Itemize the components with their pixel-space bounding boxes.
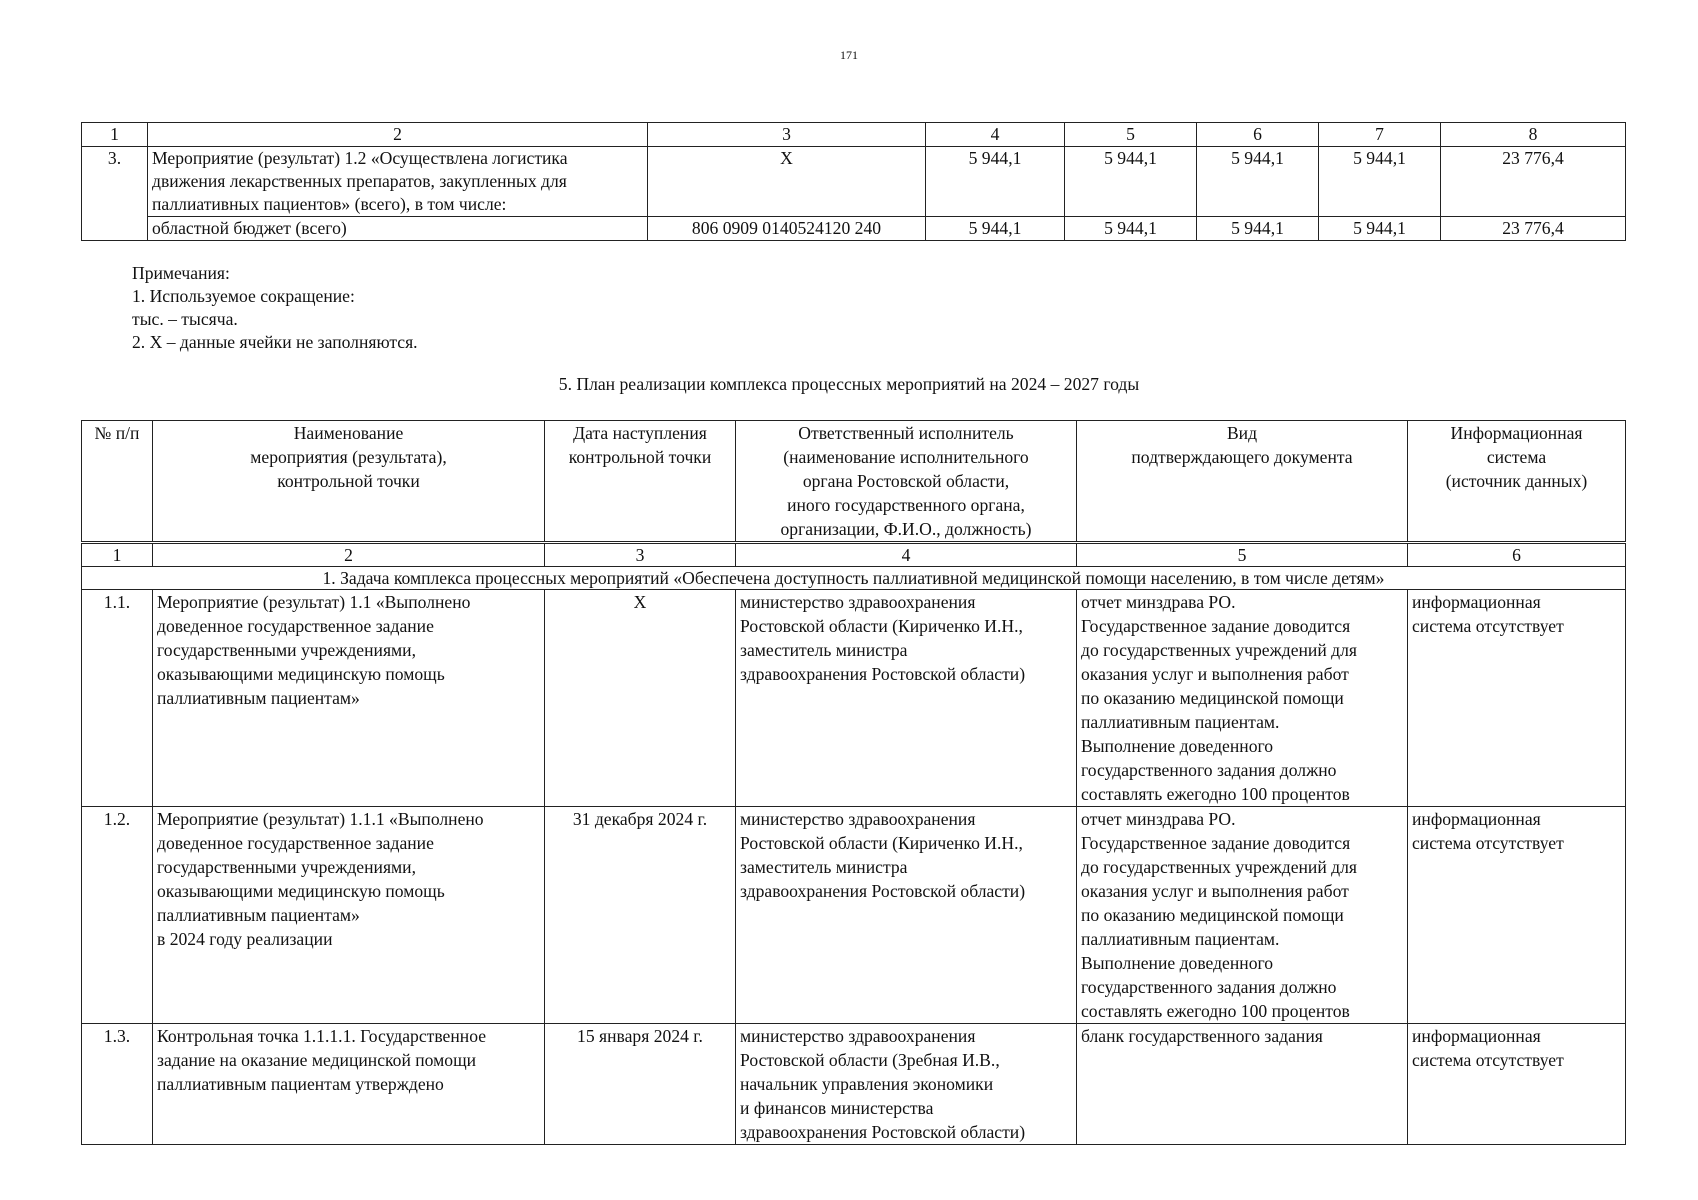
value-2027: 5 944,1 (1319, 217, 1441, 241)
info-system: информационная система отсутствует (1408, 1024, 1626, 1145)
funding-table (81, 122, 1626, 241)
executor: министерство здравоохранения Ростовской области (Кириченко И.Н., заместитель министра здравоохранения Ростовской области) (736, 590, 1077, 807)
confirming-document: отчет минздрава РО. Государственное задание доводится до государственных учреждений для оказания услуг и выполнения работ по оказанию медицинской помощи паллиативным пациентам. Выполнение доведенного государственного задания должно составлять ежегодно 100 процентов (1077, 807, 1408, 1024)
info-system: информационная система отсутствует (1408, 590, 1626, 807)
col-num-cell: 2 (153, 543, 545, 567)
notes-line: 2. X – данные ячейки не заполняются. (132, 332, 418, 352)
control-date: X (545, 590, 736, 807)
page-number: 171 (840, 48, 858, 62)
measure-name: Мероприятие (результат) 1.1.1 «Выполнено доведенное государственное задание государственными учреждениями, оказывающими медицинскую помощь паллиативным пациентам» в 2024 году реализации (153, 807, 545, 1024)
control-date: 31 декабря 2024 г. (545, 807, 736, 1024)
col-num-cell: 2 (148, 123, 648, 147)
col-num-cell: 5 (1077, 543, 1408, 567)
value-total: 23 776,4 (1441, 217, 1626, 241)
header-cell: Наименование мероприятия (результата), контрольной точки (153, 421, 545, 543)
value-2024: 5 944,1 (926, 217, 1065, 241)
value-2025: 5 944,1 (1065, 217, 1197, 241)
col-num-cell: 6 (1197, 123, 1319, 147)
value-2027: 5 944,1 (1319, 147, 1441, 217)
measure-name: областной бюджет (всего) (148, 217, 648, 241)
col-num-cell: 3 (648, 123, 926, 147)
header-cell: Вид подтверждающего документа (1077, 421, 1408, 543)
header-cell: Ответственный исполнитель (наименование исполнительного органа Ростовской области, иного государственного органа, организации, Ф.И.О., должность) (736, 421, 1077, 543)
notes (132, 262, 418, 354)
col-num-cell: 6 (1408, 543, 1626, 567)
header-cell: Дата наступления контрольной точки (545, 421, 736, 543)
value-total: 23 776,4 (1441, 147, 1626, 217)
executor: министерство здравоохранения Ростовской области (Кириченко И.Н., заместитель министра здравоохранения Ростовской области) (736, 807, 1077, 1024)
plan-table (81, 420, 1626, 1145)
measure-name: Мероприятие (результат) 1.1 «Выполнено доведенное государственное задание государственными учреждениями, оказывающими медицинскую помощь паллиативным пациентам» (153, 590, 545, 807)
col-num-cell: 4 (926, 123, 1065, 147)
task-title: 1. Задача комплекса процессных мероприятий «Обеспечена доступность паллиативной медицинской помощи населению, в том числе детям» (82, 567, 1626, 590)
section-title: 5. План реализации комплекса процессных мероприятий на 2024 – 2027 годы (558, 374, 1140, 394)
row-number: 1.2. (82, 807, 153, 1024)
row-number: 3. (82, 147, 148, 241)
col-num-cell: 1 (82, 123, 148, 147)
notes-line: тыс. – тысяча. (132, 309, 238, 329)
notes-title: Примечания: (132, 263, 230, 283)
budget-code: X (648, 147, 926, 217)
confirming-document: отчет минздрава РО. Государственное задание доводится до государственных учреждений для оказания услуг и выполнения работ по оказанию медицинской помощи паллиативным пациентам. Выполнение доведенного государственного задания должно составлять ежегодно 100 процентов (1077, 590, 1408, 807)
col-num-cell: 8 (1441, 123, 1626, 147)
row-number: 1.1. (82, 590, 153, 807)
funding-row (82, 217, 1626, 241)
executor: министерство здравоохранения Ростовской области (Зребная И.В., начальник управления экономики и финансов министерства здравоохранения Ростовской области) (736, 1024, 1077, 1145)
plan-row (82, 807, 1626, 1024)
header-cell: Информационная система (источник данных) (1408, 421, 1626, 543)
plan-header-row (82, 421, 1626, 543)
plan-row (82, 590, 1626, 807)
measure-name: Контрольная точка 1.1.1.1. Государственное задание на оказание медицинской помощи паллиативным пациентам утверждено (153, 1024, 545, 1145)
confirming-document: бланк государственного задания (1077, 1024, 1408, 1145)
value-2025: 5 944,1 (1065, 147, 1197, 217)
col-num-cell: 3 (545, 543, 736, 567)
header-cell: № п/п (82, 421, 153, 543)
plan-row (82, 1024, 1626, 1145)
budget-code: 806 0909 0140524120 240 (648, 217, 926, 241)
col-num-cell: 7 (1319, 123, 1441, 147)
funding-header-row (82, 123, 1626, 147)
col-num-cell: 5 (1065, 123, 1197, 147)
measure-name: Мероприятие (результат) 1.2 «Осуществлена логистика движения лекарственных препаратов, закупленных для паллиативных пациентов» (всего), в том числе: (148, 147, 648, 217)
value-2026: 5 944,1 (1197, 147, 1319, 217)
column-number-row (82, 543, 1626, 567)
row-number: 1.3. (82, 1024, 153, 1145)
task-row (82, 567, 1626, 590)
value-2024: 5 944,1 (926, 147, 1065, 217)
funding-row (82, 147, 1626, 217)
col-num-cell: 1 (82, 543, 153, 567)
col-num-cell: 4 (736, 543, 1077, 567)
notes-line: 1. Используемое сокращение: (132, 286, 355, 306)
info-system: информационная система отсутствует (1408, 807, 1626, 1024)
value-2026: 5 944,1 (1197, 217, 1319, 241)
control-date: 15 января 2024 г. (545, 1024, 736, 1145)
